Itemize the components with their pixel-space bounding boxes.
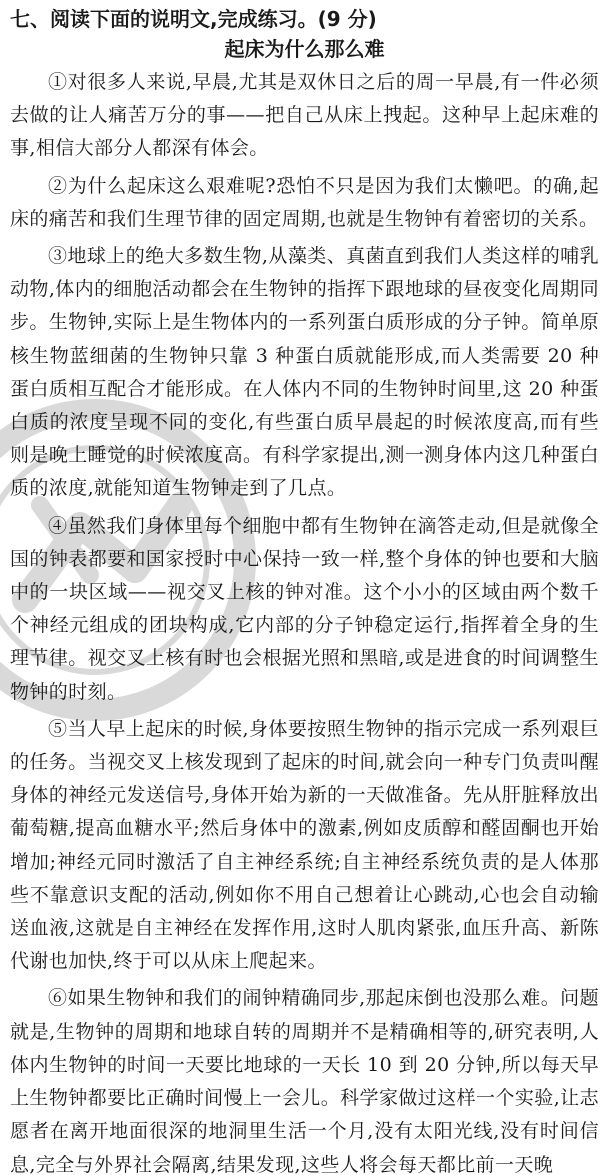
paragraph-6: ⑥如果生物钟和我们的闹钟精确同步,那起床倒也没那么难。问题就是,生物钟的周期和地球自转的周期并不是精确相等的,研究表明,人体内生物钟的时间一天要比地球的一天长 10 到 20 分钟,所以每天早上生物钟都要比正确时间慢上一会儿。科学家做过这样一个实验,让志愿者在离开地面很深的地洞里生活一个月,没有太阳光线,没有时间信息,完全与外界社会隔离,结果发现,这些人将会每天都比前一天晚 [10,987,599,1175]
paragraph-4: ④虽然我们身体里每个细胞中都有生物钟在滴答走动,但是就像全国的钟表都要和国家授时中心保持一致一样,整个身体的钟也要和大脑中的一块区域——视交叉上核的钟对准。这个小小的区域由两个数千个神经元组成的团块构成,它内部的分子钟稳定运行,指挥着全身的生理节律。视交叉上核有时也会根据光照和黑暗,或是进食的时间调整生物钟的时刻。 [10,514,599,703]
article-title: 起床为什么那么难 [224,37,385,61]
paragraph-3: ③地球上的绝大多数生物,从藻类、真菌直到我们人类这样的哺乳动物,体内的细胞活动都会在生物钟的指挥下跟地球的昼夜变化周期同步。生物钟,实际上是生物体内的一系列蛋白质形成的分子钟。简单原核生物蓝细菌的生物钟只靠 3 种蛋白质就能形成,而人类需要 20 种蛋白质相互配合才能形成。在人体内不同的生物钟时间里,这 20 种蛋白质的浓度呈现不同的变化,有些蛋白质早晨起的时候浓度高,而有些则是晚上睡觉的时候浓度高。有科学家提出,测一测身体内这几种蛋白质的浓度,就能知道生物钟走到了几点。 [10,245,599,500]
paragraph-1: ①对很多人来说,早晨,尤其是双休日之后的周一早晨,有一件必须去做的让人痛苦万分的事——把自己从床上拽起。这种早上起床难的事,相信大部分人都深有体会。 [10,71,599,160]
paragraph-2: ②为什么起床这么艰难呢?恐怕不只是因为我们太懒吧。的确,起床的痛苦和我们生理节律的固定周期,也就是生物钟有着密切的关系。 [10,174,599,230]
paragraph-5: ⑤当人早上起床的时候,身体要按照生物钟的指示完成一系列艰巨的任务。当视交叉上核发现到了起床的时间,就会向一种专门负责叫醒身体的神经元发送信号,身体开始为新的一天做准备。先从肝脏释放出葡萄糖,提高血糖水平;然后身体中的激素,例如皮质醇和醛固酮也开始增加;神经元同时激活了自主神经系统;自主神经系统负责的是人体那些不靠意识支配的活动,例如你不用自己想着让心跳动,心也会自动输送血液,这就是自主神经在发挥作用,这时人肌肉紧张,血压升高、新陈代谢也加快,终于可以从床上爬起来。 [10,717,599,973]
question-header: 七、阅读下面的说明文,完成练习。(9 分) [10,7,377,31]
